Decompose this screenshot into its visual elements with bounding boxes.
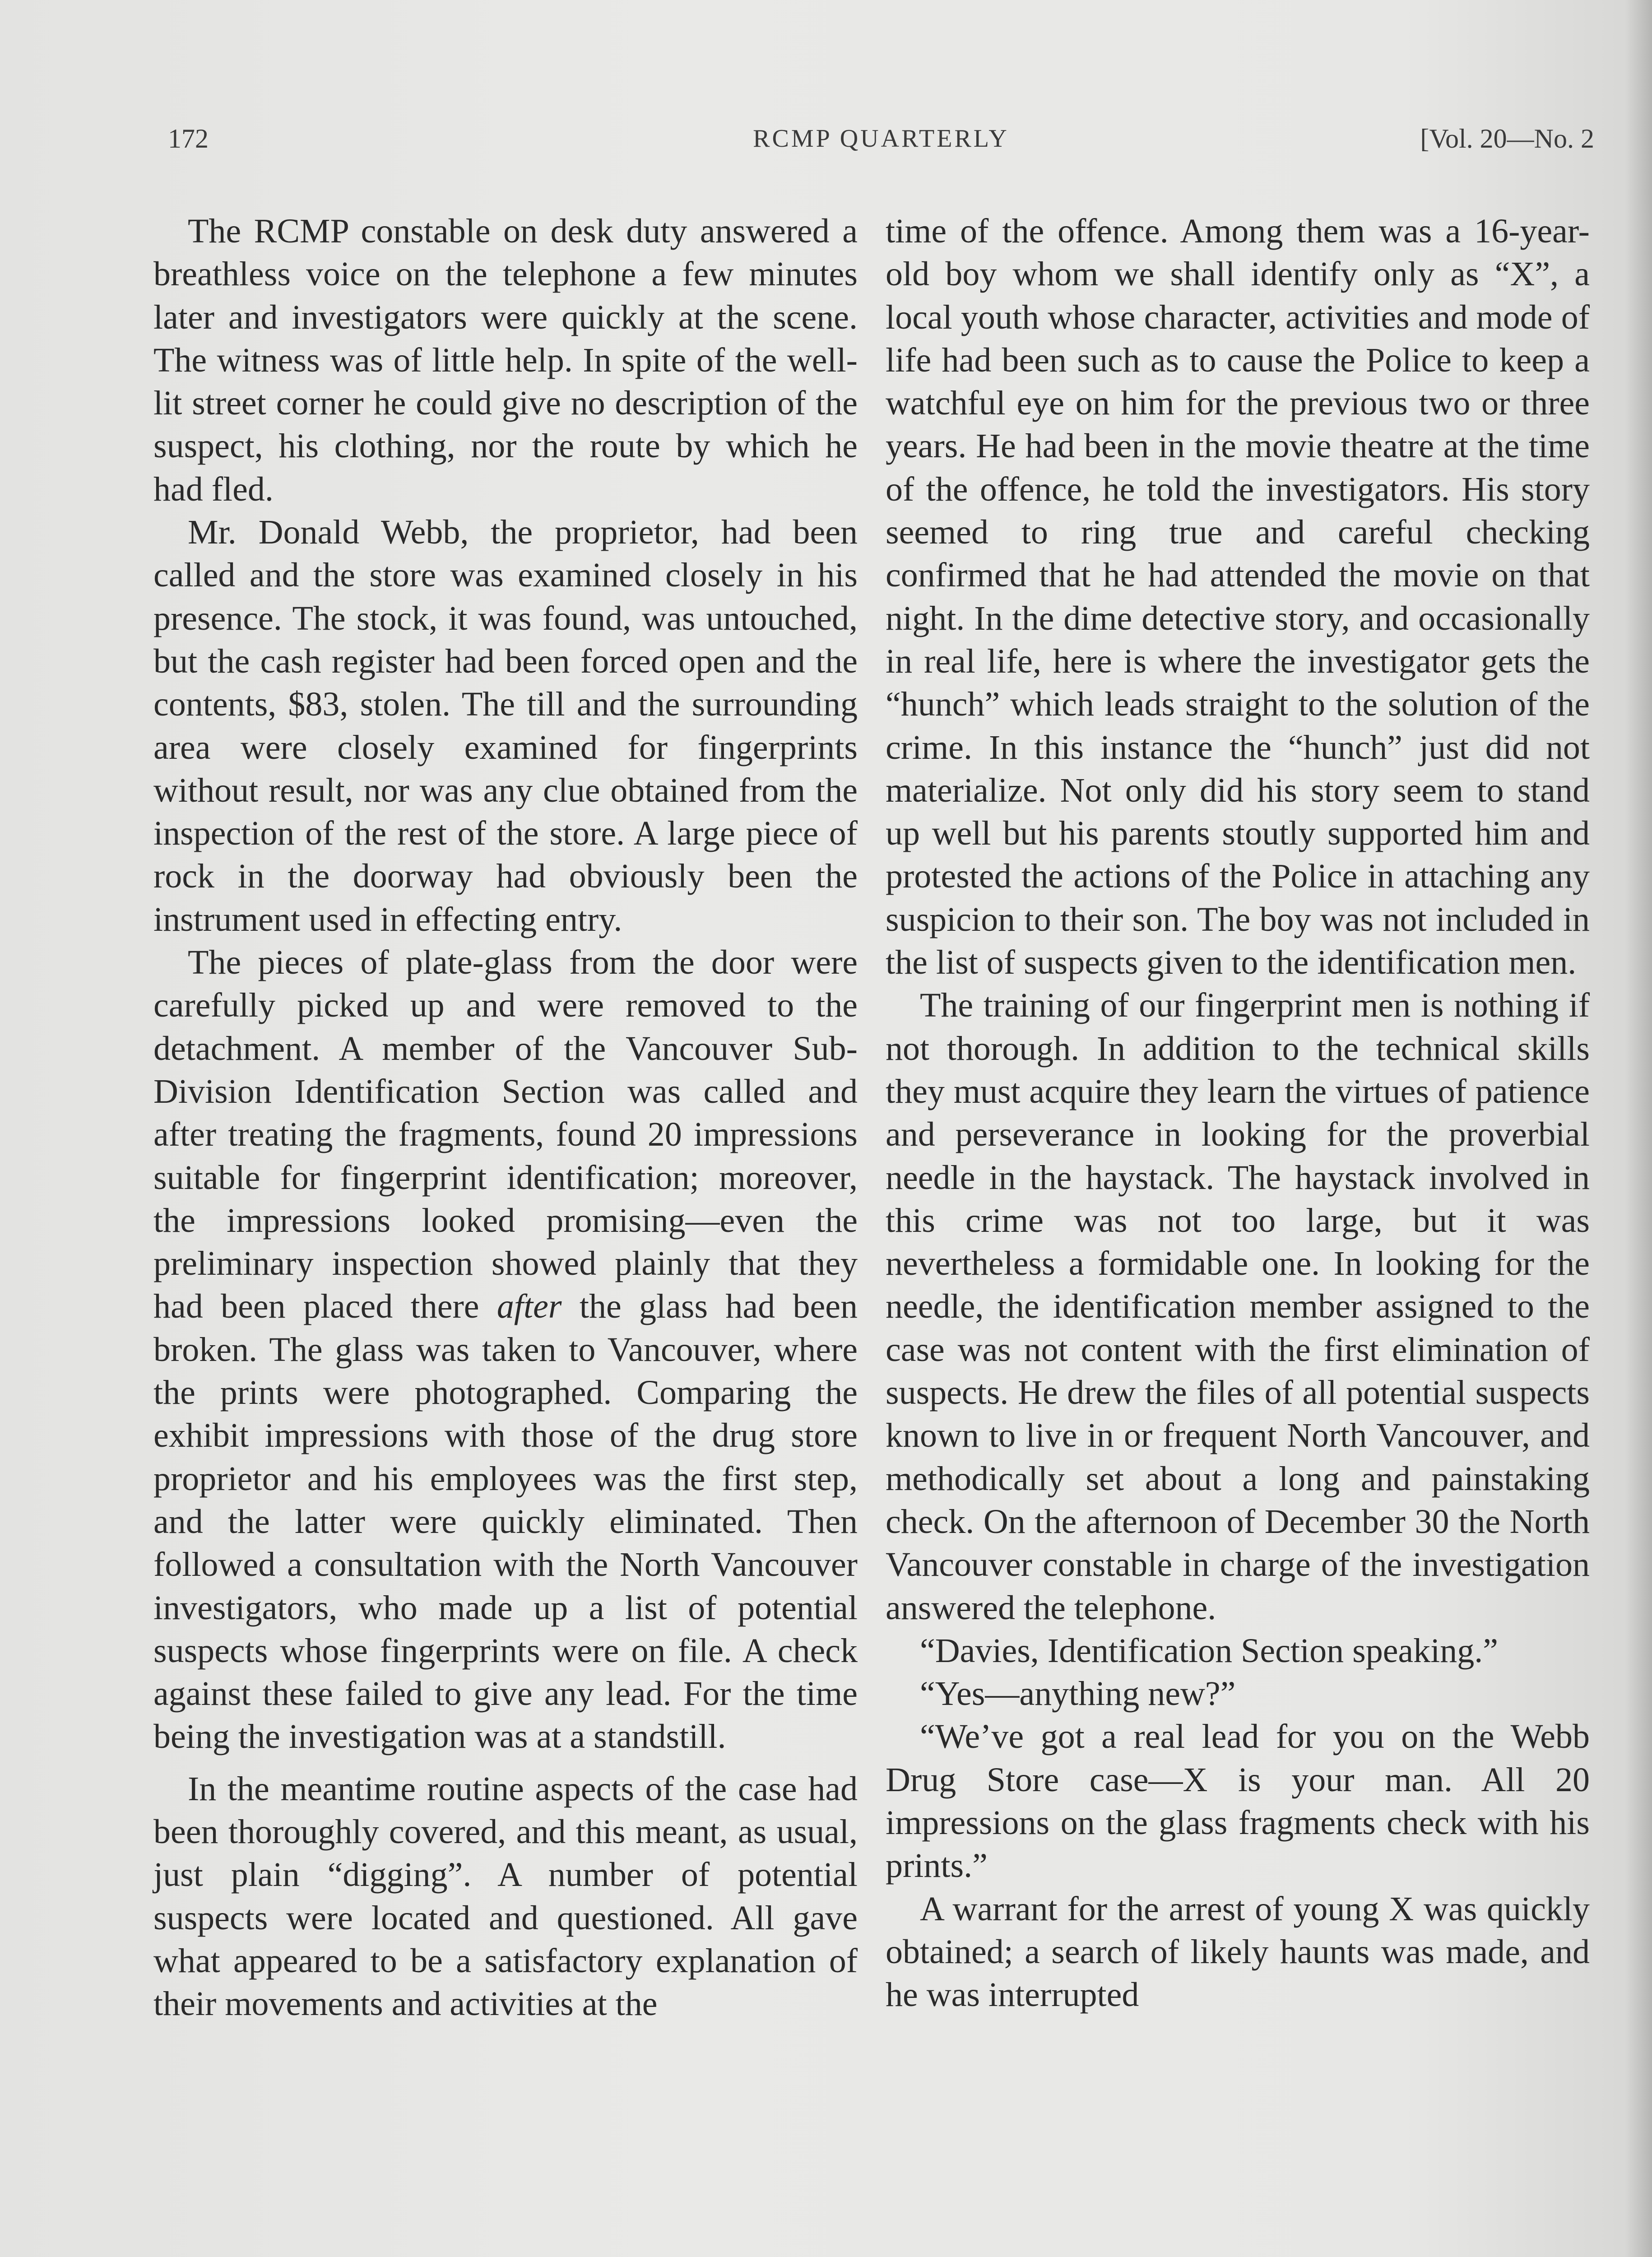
paragraph [153, 941, 858, 1759]
dialogue-line: “Yes—anything new?” [920, 1675, 1236, 1713]
paragraph: Mr. Donald Webb, the proprietor, had been called and the store was examined closely in his presence. The stock, it was found, was untouched, but the cash register had been forced open and the contents, $83, stolen. The till and the surrounding area were closely examined for fingerprints without result, nor was any clue obtained from the inspection of the rest of the store. A large piece of rock in the doorway had obviously been the instrument used in effecting entry. [153, 513, 858, 938]
paragraph: The RCMP constable on desk duty answered a breathless voice on the telephone a few minutes later and investigators were quickly at the scene. The witness was of little help. In spite of the well-lit street corner he could give no description of the suspect, his clothing, nor the route by which he had fled. [153, 212, 858, 508]
paragraph: In the meantime routine aspects of the case had been thoroughly covered, and this meant, as usual, just plain “digging”. A number of potential suspects were located and questioned. All gave what appeared to be a satisfactory explanation of their movements and activities at the [153, 1769, 858, 2023]
paragraph: A warrant for the arrest of young X was quickly obtained; a search of likely haunts was made, and he was interrupted [886, 1890, 1590, 2014]
right-column [886, 210, 1590, 2016]
page-number: 172 [168, 124, 209, 153]
paragraph-text: The pieces of plate-glass from the door were carefully picked up and were removed to the detachment. A member of the Vancouver Sub-Division Identification Section was called and after treating the fragments, found 20 impressions suitable for fingerprint identification; moreover, the impressions looked promising—even the preliminary inspection showed plainly that they had been placed there [153, 943, 858, 1326]
running-head [168, 118, 1594, 159]
emphasis-text: after [497, 1287, 562, 1326]
dialogue-line: “Davies, Identification Section speaking.” [920, 1631, 1499, 1670]
volume-issue: [Vol. 20—No. 2 [1420, 124, 1594, 153]
paragraph: The training of our fingerprint men is nothing if not thorough. In addition to the technical skills they must acquire they learn the virtues of patience and perseverance in looking for the proverbial needle in the haystack. The haystack involved in this crime was not too large, but it was nevertheless a formidable one. In looking for the needle, the identification member assigned to the case was not content with the first elimination of suspects. He drew the files of all potential suspects known to live in or frequent North Vancouver, and methodically set about a long and painstaking check. On the afternoon of December 30 the North Vancouver constable in charge of the investigation answered the telephone. [886, 986, 1590, 1627]
page-edge-shadow [1625, 0, 1652, 2257]
dialogue-line: “We’ve got a real lead for you on the Webb Drug Store case—X is your man. All 20 impressions on the glass fragments check with his prints.” [886, 1718, 1590, 1885]
paragraph: time of the offence. Among them was a 16-year-old boy whom we shall identify only as “X”, a local youth whose character, activities and mode of life had been such as to cause the Police to keep a watchful eye on him for the previous two or three years. He had been in the movie theatre at the time of the offence, he told the investigators. His story seemed to ring true and careful checking confirmed that he had attended the movie on that night. In the dime detective story, and occasionally in real life, here is where the investigator gets the “hunch” which leads straight to the solution of the crime. In this instance the “hunch” just did not materialize. Not only did his story seem to stand up well but his parents stoutly supported him and protested the actions of the Police in attaching any suspicion to their son. The boy was not included in the list of suspects given to the identification men. [886, 212, 1590, 982]
paragraph-text: the glass had been broken. The glass was taken to Vancouver, where the prints were photographed. Comparing the exhibit impressions with those of the drug store proprietor and his employees was the first step, and the latter were quickly eliminated. Then followed a consultation with the North Vancouver investigators, who made up a list of potential suspects whose fingerprints were on file. A check against these failed to give any lead. For the time being the investigation was at a standstill. [153, 1287, 858, 1756]
journal-title: RCMP QUARTERLY [753, 125, 1009, 153]
left-column [153, 210, 858, 2025]
